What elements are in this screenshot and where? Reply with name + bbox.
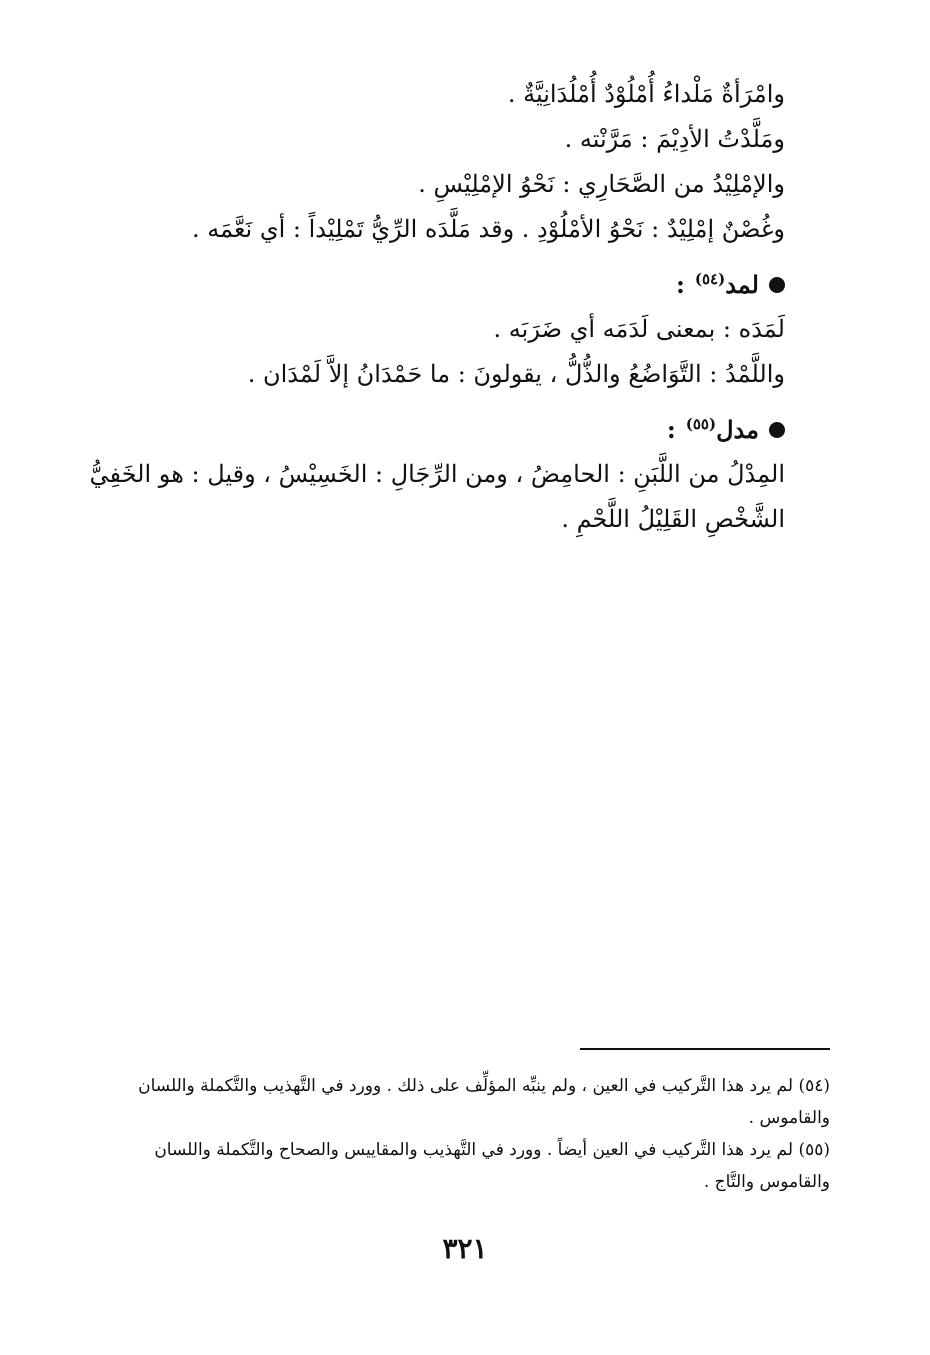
bullet-icon xyxy=(769,422,785,438)
entry-colon: : xyxy=(666,415,676,444)
entry-heading-mdl xyxy=(85,407,785,452)
bullet-icon xyxy=(769,277,785,293)
footnotes xyxy=(95,1070,830,1198)
entry-title: لمد$^{(٥٤)}$ xyxy=(694,270,759,299)
text-paragraph: المِدْلُ من اللَّبَنِ : الحامِضُ ، ومن الرِّجَالِ : الخَسِيْسُ ، وقيل : هو الخَفِيُّ الشَّخْصِ القَلِيْلُ اللَّحْمِ . xyxy=(89,460,785,533)
text-line: واللَّمْدُ : التَّوَاضُعُ والذُّلُّ ، يقولونَ : ما حَمْدَانُ إلاَّ لَمْدَان . xyxy=(247,360,785,388)
footnote-55: (٥٥) لم يرد هذا التَّركيب في العين أيضاً . وورد في التَّهذيب والمقاييس والصحاح والتَّكملة واللسان والقاموس والتَّاج . xyxy=(154,1140,830,1192)
text-line: لَمَدَه : بمعنى لَدَمَه أي ضَرَبَه . xyxy=(493,315,785,343)
text-line: وامْرَأةٌ مَلْداءُ أُمْلُوْدٌ أُمْلُدَانِيَّةٌ . xyxy=(507,80,785,108)
footnote-ref[interactable]: (٥٥) xyxy=(685,415,717,433)
entry-title: مدل$^{(٥٥)}$ xyxy=(685,415,759,444)
text-line: ومَلَّدْتُ الأدِيْمَ : مَرَّنْته . xyxy=(564,125,785,153)
entry-colon: : xyxy=(676,270,685,299)
footnote-ref[interactable]: (٥٤) xyxy=(694,270,726,288)
main-text xyxy=(85,72,785,542)
footnote-54: (٥٤) لم يرد هذا التَّركيب في العين ، ولم ينبِّه المؤلِّف على ذلك . وورد في التَّهذيب والتَّكملة واللسان والقاموس . xyxy=(138,1076,830,1128)
text-line: وغُصْنٌ إمْلِيْدٌ : نَحْوُ الأمْلُوْدِ . وقد مَلَّدَه الرِّيُّ تَمْلِيْداً : أي نَعَّمَه . xyxy=(191,215,785,243)
footnote-divider xyxy=(580,1048,830,1050)
entry-heading-lmd xyxy=(85,262,785,307)
page-number: ٣٢١ xyxy=(442,1232,488,1265)
text-line: والإمْلِيْدُ من الصَّحَارِي : نَحْوُ الإمْلِيْسِ . xyxy=(418,170,785,198)
